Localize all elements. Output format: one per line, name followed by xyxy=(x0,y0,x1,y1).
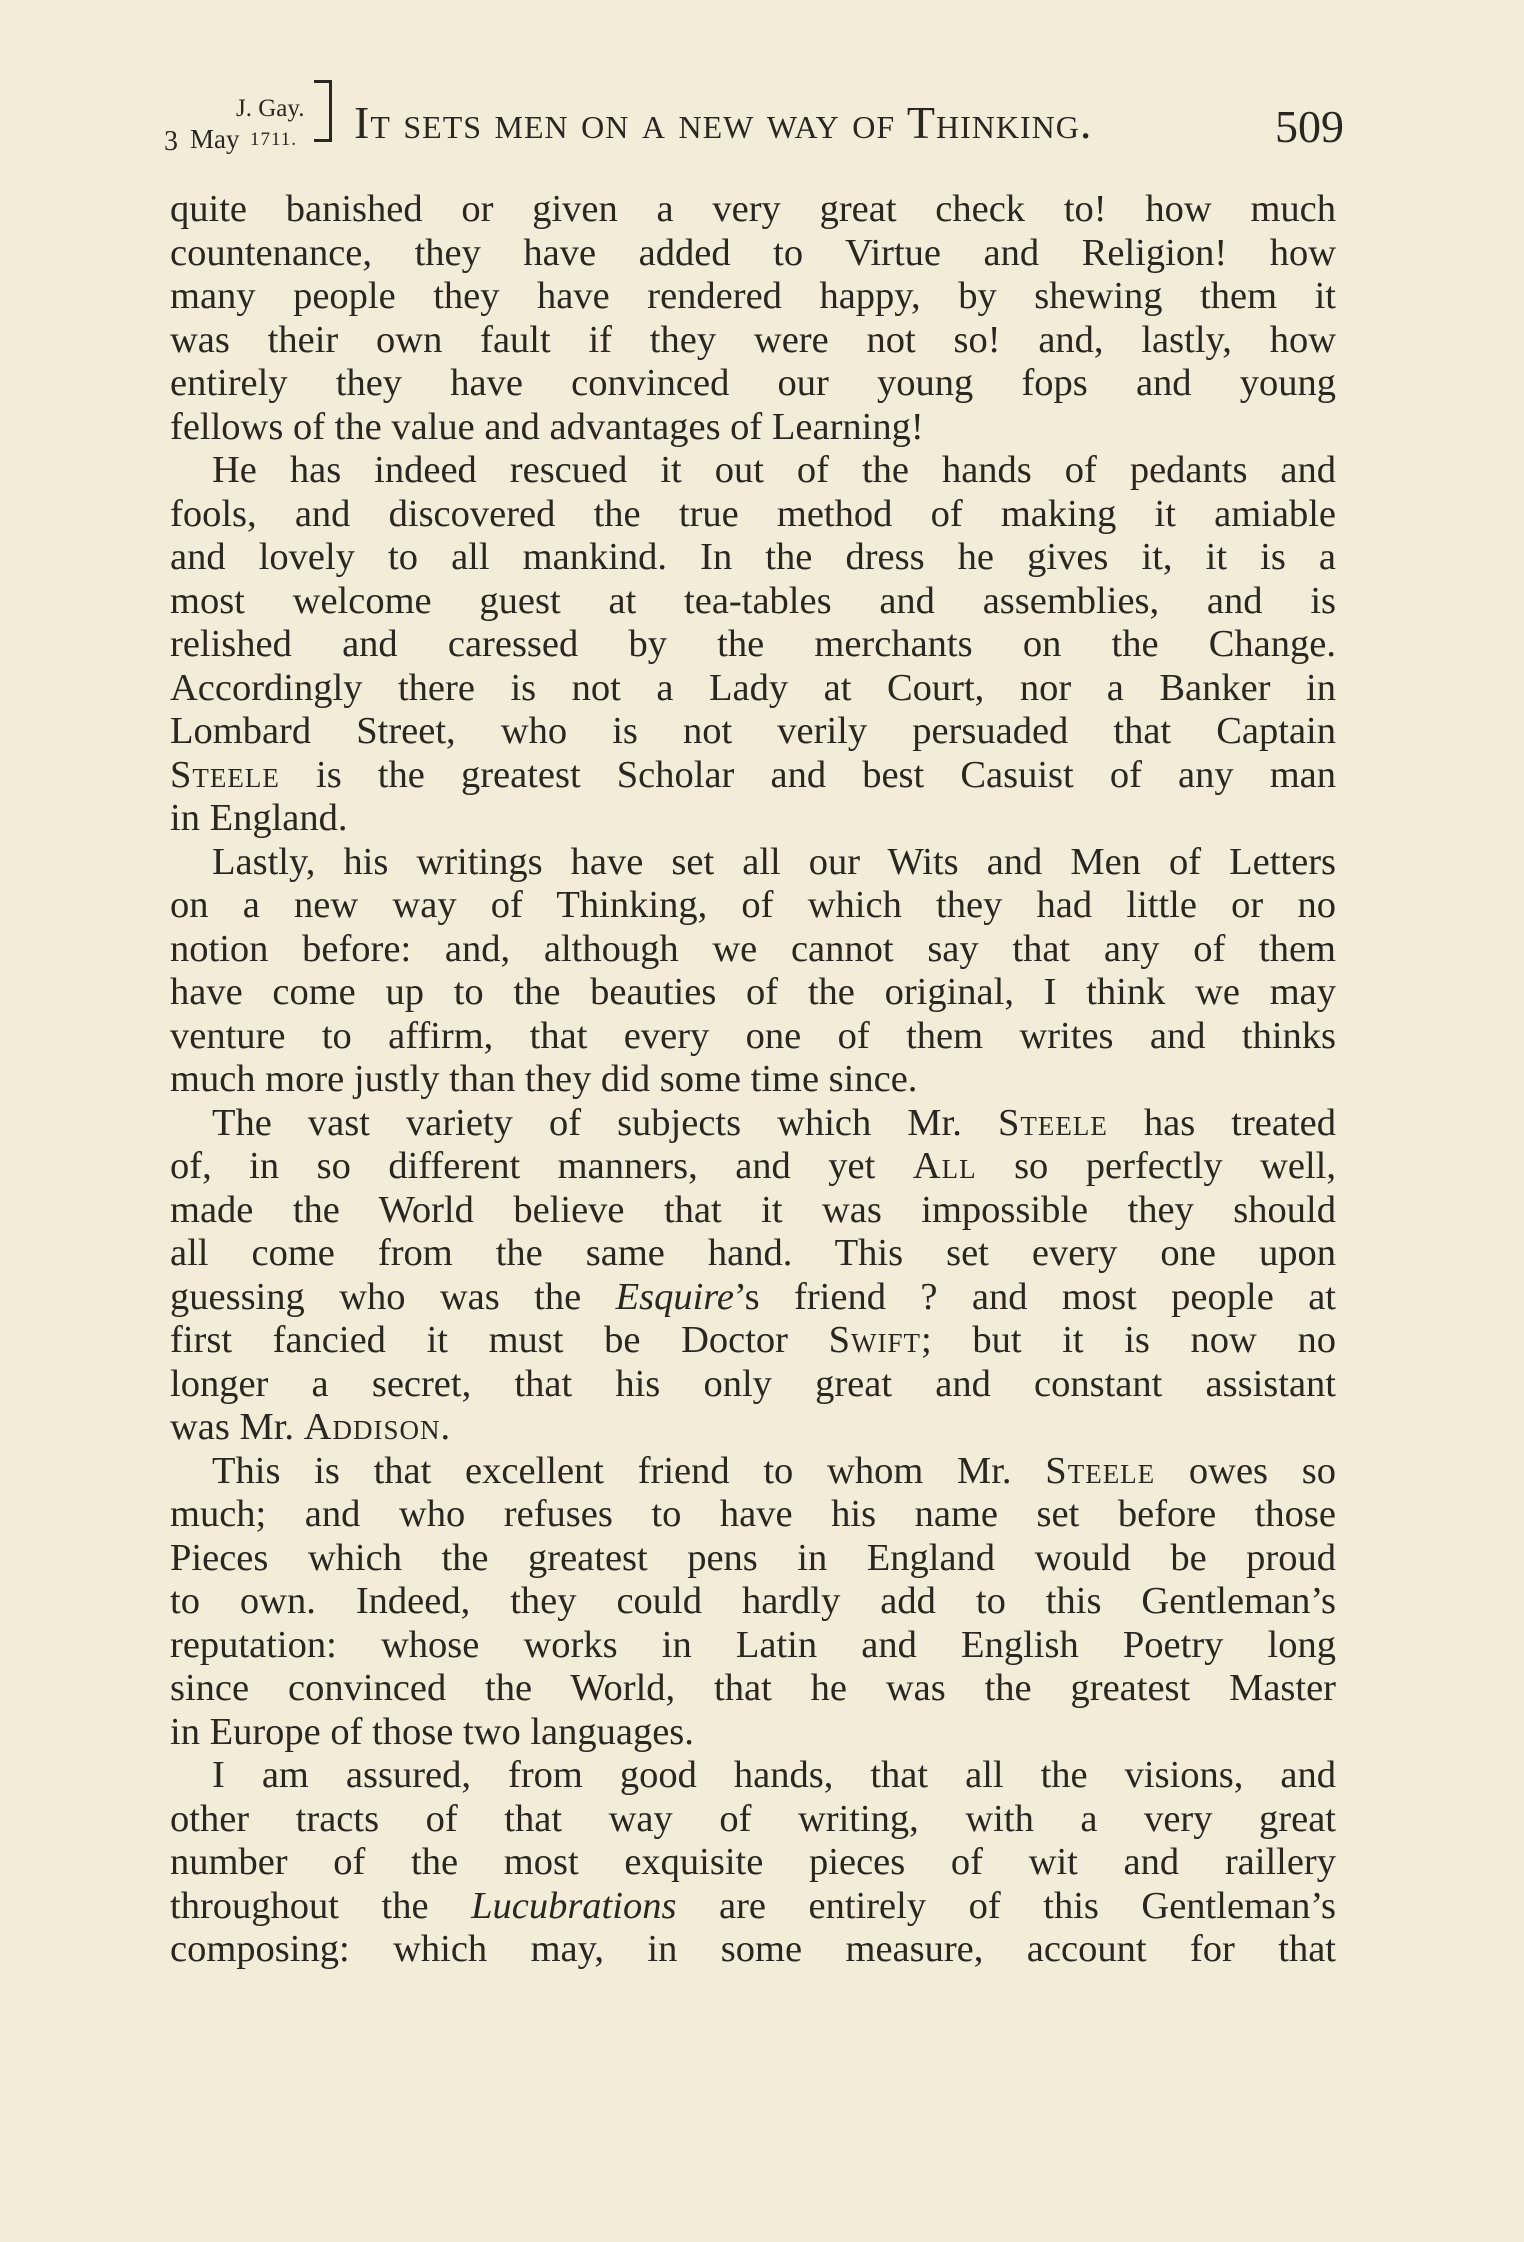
text-line: fools, and discovered the true method of making it amiable xyxy=(170,492,1336,535)
text-line: much more justly than they did some time since. xyxy=(170,1058,918,1100)
text-span: is the greatest Scholar and best Casuist of any man xyxy=(279,753,1336,796)
text-line: entirely they have convinced our young fops and young xyxy=(170,362,1336,404)
text-line: have come up to the beauties of the original, I think we may xyxy=(170,971,1336,1013)
text-line xyxy=(170,1145,1336,1189)
small-caps-name: Steele xyxy=(997,1101,1108,1144)
text-line: Pieces which the greatest pens in England would be proud xyxy=(170,1536,1336,1579)
text-line: made the World believe that it was impossible they should xyxy=(170,1188,1336,1231)
text-line: in England. xyxy=(170,797,348,839)
text-span: ; but it is now no xyxy=(921,1319,1336,1361)
margin-date xyxy=(164,88,334,168)
text-span: . xyxy=(440,1406,451,1448)
running-header xyxy=(164,62,1344,162)
date-day: 3 xyxy=(164,126,178,157)
text-line: venture to affirm, that every one of them writes and thinks xyxy=(170,1014,1336,1057)
text-line: I am assured, from good hands, that all the visions, and xyxy=(212,1754,1336,1796)
text-line xyxy=(170,1319,1336,1363)
text-line xyxy=(170,1276,1336,1320)
text-line xyxy=(170,754,1336,798)
text-line: fellows of the value and advantages of Learning! xyxy=(170,405,924,448)
text-span: so perfectly well, xyxy=(976,1145,1336,1187)
text-line: quite banished or given a very great check to! how much xyxy=(170,188,1336,230)
text-line xyxy=(170,1406,1336,1450)
text-line: all come from the same hand. This set every one upon xyxy=(170,1232,1336,1274)
text-line xyxy=(170,1450,1336,1494)
text-line: and lovely to all mankind. In the dress he gives it, it is a xyxy=(170,536,1336,578)
date-author: J. Gay. xyxy=(236,95,305,122)
italic-word: Esquire xyxy=(615,1275,734,1318)
text-line: composing: which may, in some measure, account for that xyxy=(170,1928,1336,1970)
text-span: The vast variety of subjects which Mr. xyxy=(212,1101,998,1144)
small-caps-name: Steele xyxy=(170,753,280,796)
text-line: since convinced the World, that he was the greatest Master xyxy=(170,1667,1336,1709)
text-line: Accordingly there is not a Lady at Court, nor a Banker in xyxy=(170,666,1336,709)
text-line: most welcome guest at tea-tables and assemblies, and is xyxy=(170,579,1336,622)
body-text xyxy=(170,188,1336,1972)
date-year: 1711. xyxy=(250,129,298,150)
italic-word: Lucubrations xyxy=(471,1884,677,1927)
text-line: to own. Indeed, they could hardly add to this Gentleman’s xyxy=(170,1580,1336,1622)
text-span: ’s friend ? and most people at xyxy=(733,1275,1336,1318)
text-line: other tracts of that way of writing, with a very great xyxy=(170,1797,1336,1840)
text-span: throughout the xyxy=(170,1884,472,1927)
text-line: notion before: and, although we cannot say that any of them xyxy=(170,927,1336,970)
text-line: countenance, they have added to Virtue and Religion! how xyxy=(170,231,1336,274)
date-month: May xyxy=(190,124,240,154)
text-span: has treated xyxy=(1107,1101,1336,1144)
text-line: Lastly, his writings have set all our Wits and Men of Letters xyxy=(212,840,1336,883)
header-bracket xyxy=(314,80,332,142)
text-line: He has indeed rescued it out of the hands of pedants and xyxy=(212,449,1336,491)
text-line xyxy=(170,1102,1336,1146)
text-span: was Mr. xyxy=(170,1406,304,1448)
text-line: on a new way of Thinking, of which they had little or no xyxy=(170,884,1336,926)
text-line: relished and caressed by the merchants on the Change. xyxy=(170,623,1336,665)
text-line: much; and who refuses to have his name set before those xyxy=(170,1493,1336,1535)
text-line: many people they have rendered happy, by shewing them it xyxy=(170,275,1336,317)
text-line: was their own fault if they were not so! and, lastly, how xyxy=(170,318,1336,361)
text-span: guessing who was the xyxy=(170,1275,616,1318)
text-line: longer a secret, that his only great and constant assistant xyxy=(170,1362,1336,1405)
running-title: It sets men on a new way of Thinking. xyxy=(354,97,1093,148)
text-span: are entirely of this Gentleman’s xyxy=(676,1884,1336,1927)
text-span: This is that excellent friend to whom Mr. xyxy=(212,1449,1046,1492)
text-line: number of the most exquisite pieces of wit and raillery xyxy=(170,1841,1336,1883)
text-line: Lombard Street, who is not verily persuaded that Captain xyxy=(170,710,1336,752)
text-line: reputation: whose works in Latin and English Poetry long xyxy=(170,1623,1336,1666)
page-number: 509 xyxy=(1275,101,1344,152)
small-caps-name: Swift xyxy=(828,1319,922,1361)
text-line: in Europe of those two languages. xyxy=(170,1710,694,1753)
small-caps-name: All xyxy=(912,1145,977,1187)
text-line xyxy=(170,1885,1336,1929)
text-span: of, in so different manners, and yet xyxy=(170,1145,913,1187)
small-caps-name: Addison xyxy=(303,1406,441,1448)
text-span: owes so xyxy=(1155,1449,1336,1492)
small-caps-name: Steele xyxy=(1045,1449,1156,1492)
text-span: first fancied it must be Doctor xyxy=(170,1319,829,1361)
